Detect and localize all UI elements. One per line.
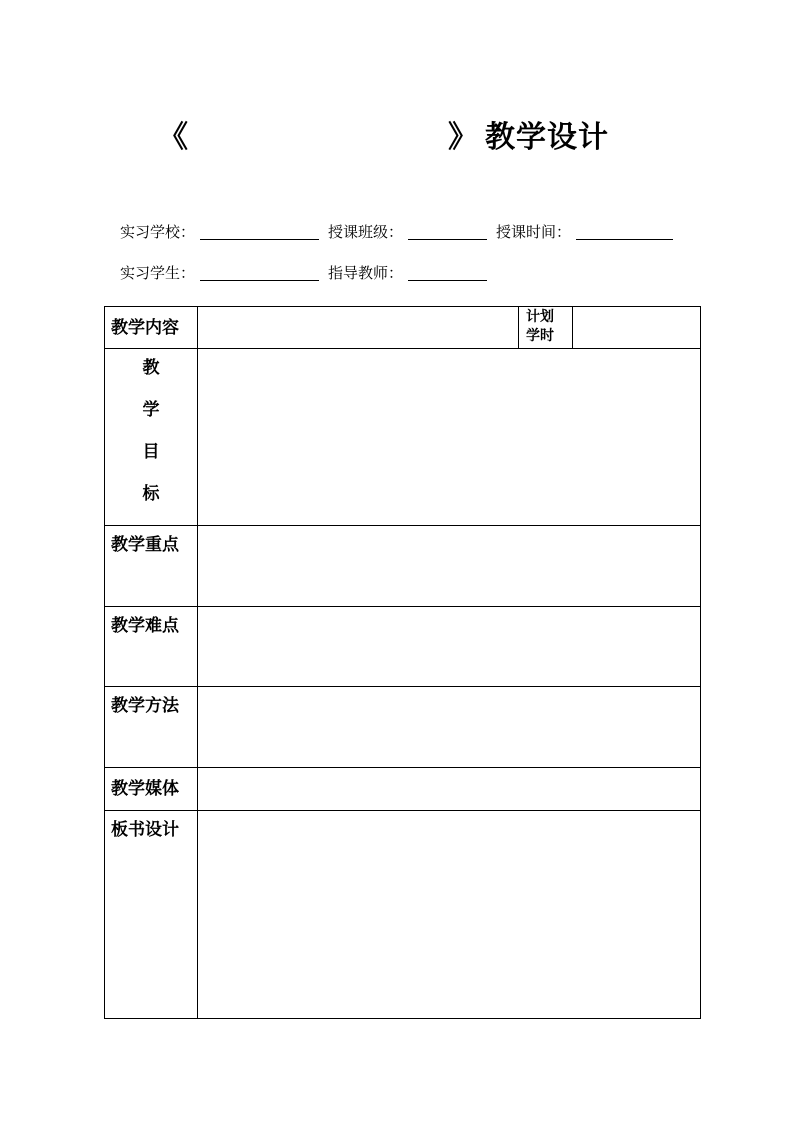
title-right-bracket: 》 [448, 120, 478, 155]
student-label: 实习学生： [120, 264, 196, 282]
objectives-char-1: 教 [142, 358, 160, 378]
school-field[interactable] [200, 238, 319, 240]
time-label: 授课时间： [496, 223, 572, 241]
key-points-label: 教学重点 [105, 526, 198, 607]
teacher-label: 指导教师： [328, 264, 404, 282]
school-label: 实习学校： [120, 223, 196, 241]
row-media [105, 768, 701, 811]
plan-hours-line1: 计划 [526, 309, 554, 325]
row-objectives [105, 349, 701, 526]
plan-hours-line2: 学时 [526, 328, 554, 344]
content-cell[interactable] [198, 307, 519, 349]
row-difficulties [105, 607, 701, 687]
methods-label: 教学方法 [105, 687, 198, 768]
row-key-points [105, 526, 701, 607]
info-row-1 [120, 220, 680, 244]
key-points-cell[interactable] [198, 526, 701, 607]
board-label: 板书设计 [105, 811, 198, 1019]
lesson-plan-table [104, 306, 701, 1019]
row-board [105, 811, 701, 1019]
media-label: 教学媒体 [105, 768, 198, 811]
plan-hours-cell[interactable] [573, 307, 701, 349]
title-left-bracket: 《 [158, 120, 188, 155]
time-field[interactable] [576, 238, 673, 240]
class-field[interactable] [408, 238, 487, 240]
objectives-char-4: 标 [142, 484, 160, 504]
teacher-field[interactable] [408, 279, 487, 281]
student-field[interactable] [200, 279, 319, 281]
objectives-char-3: 目 [142, 442, 160, 462]
difficulties-label: 教学难点 [105, 607, 198, 687]
row-content [105, 307, 701, 349]
objectives-char-2: 学 [142, 400, 160, 420]
document-title [0, 115, 793, 161]
media-cell[interactable] [198, 768, 701, 811]
class-label: 授课班级： [328, 223, 404, 241]
methods-cell[interactable] [198, 687, 701, 768]
title-text: 教学设计 [485, 120, 609, 155]
difficulties-cell[interactable] [198, 607, 701, 687]
info-row-2 [120, 261, 680, 285]
objectives-cell[interactable] [198, 349, 701, 526]
row-methods [105, 687, 701, 768]
objectives-label [105, 349, 198, 526]
content-label: 教学内容 [105, 307, 198, 349]
board-cell[interactable] [198, 811, 701, 1019]
plan-hours-label [519, 307, 573, 349]
